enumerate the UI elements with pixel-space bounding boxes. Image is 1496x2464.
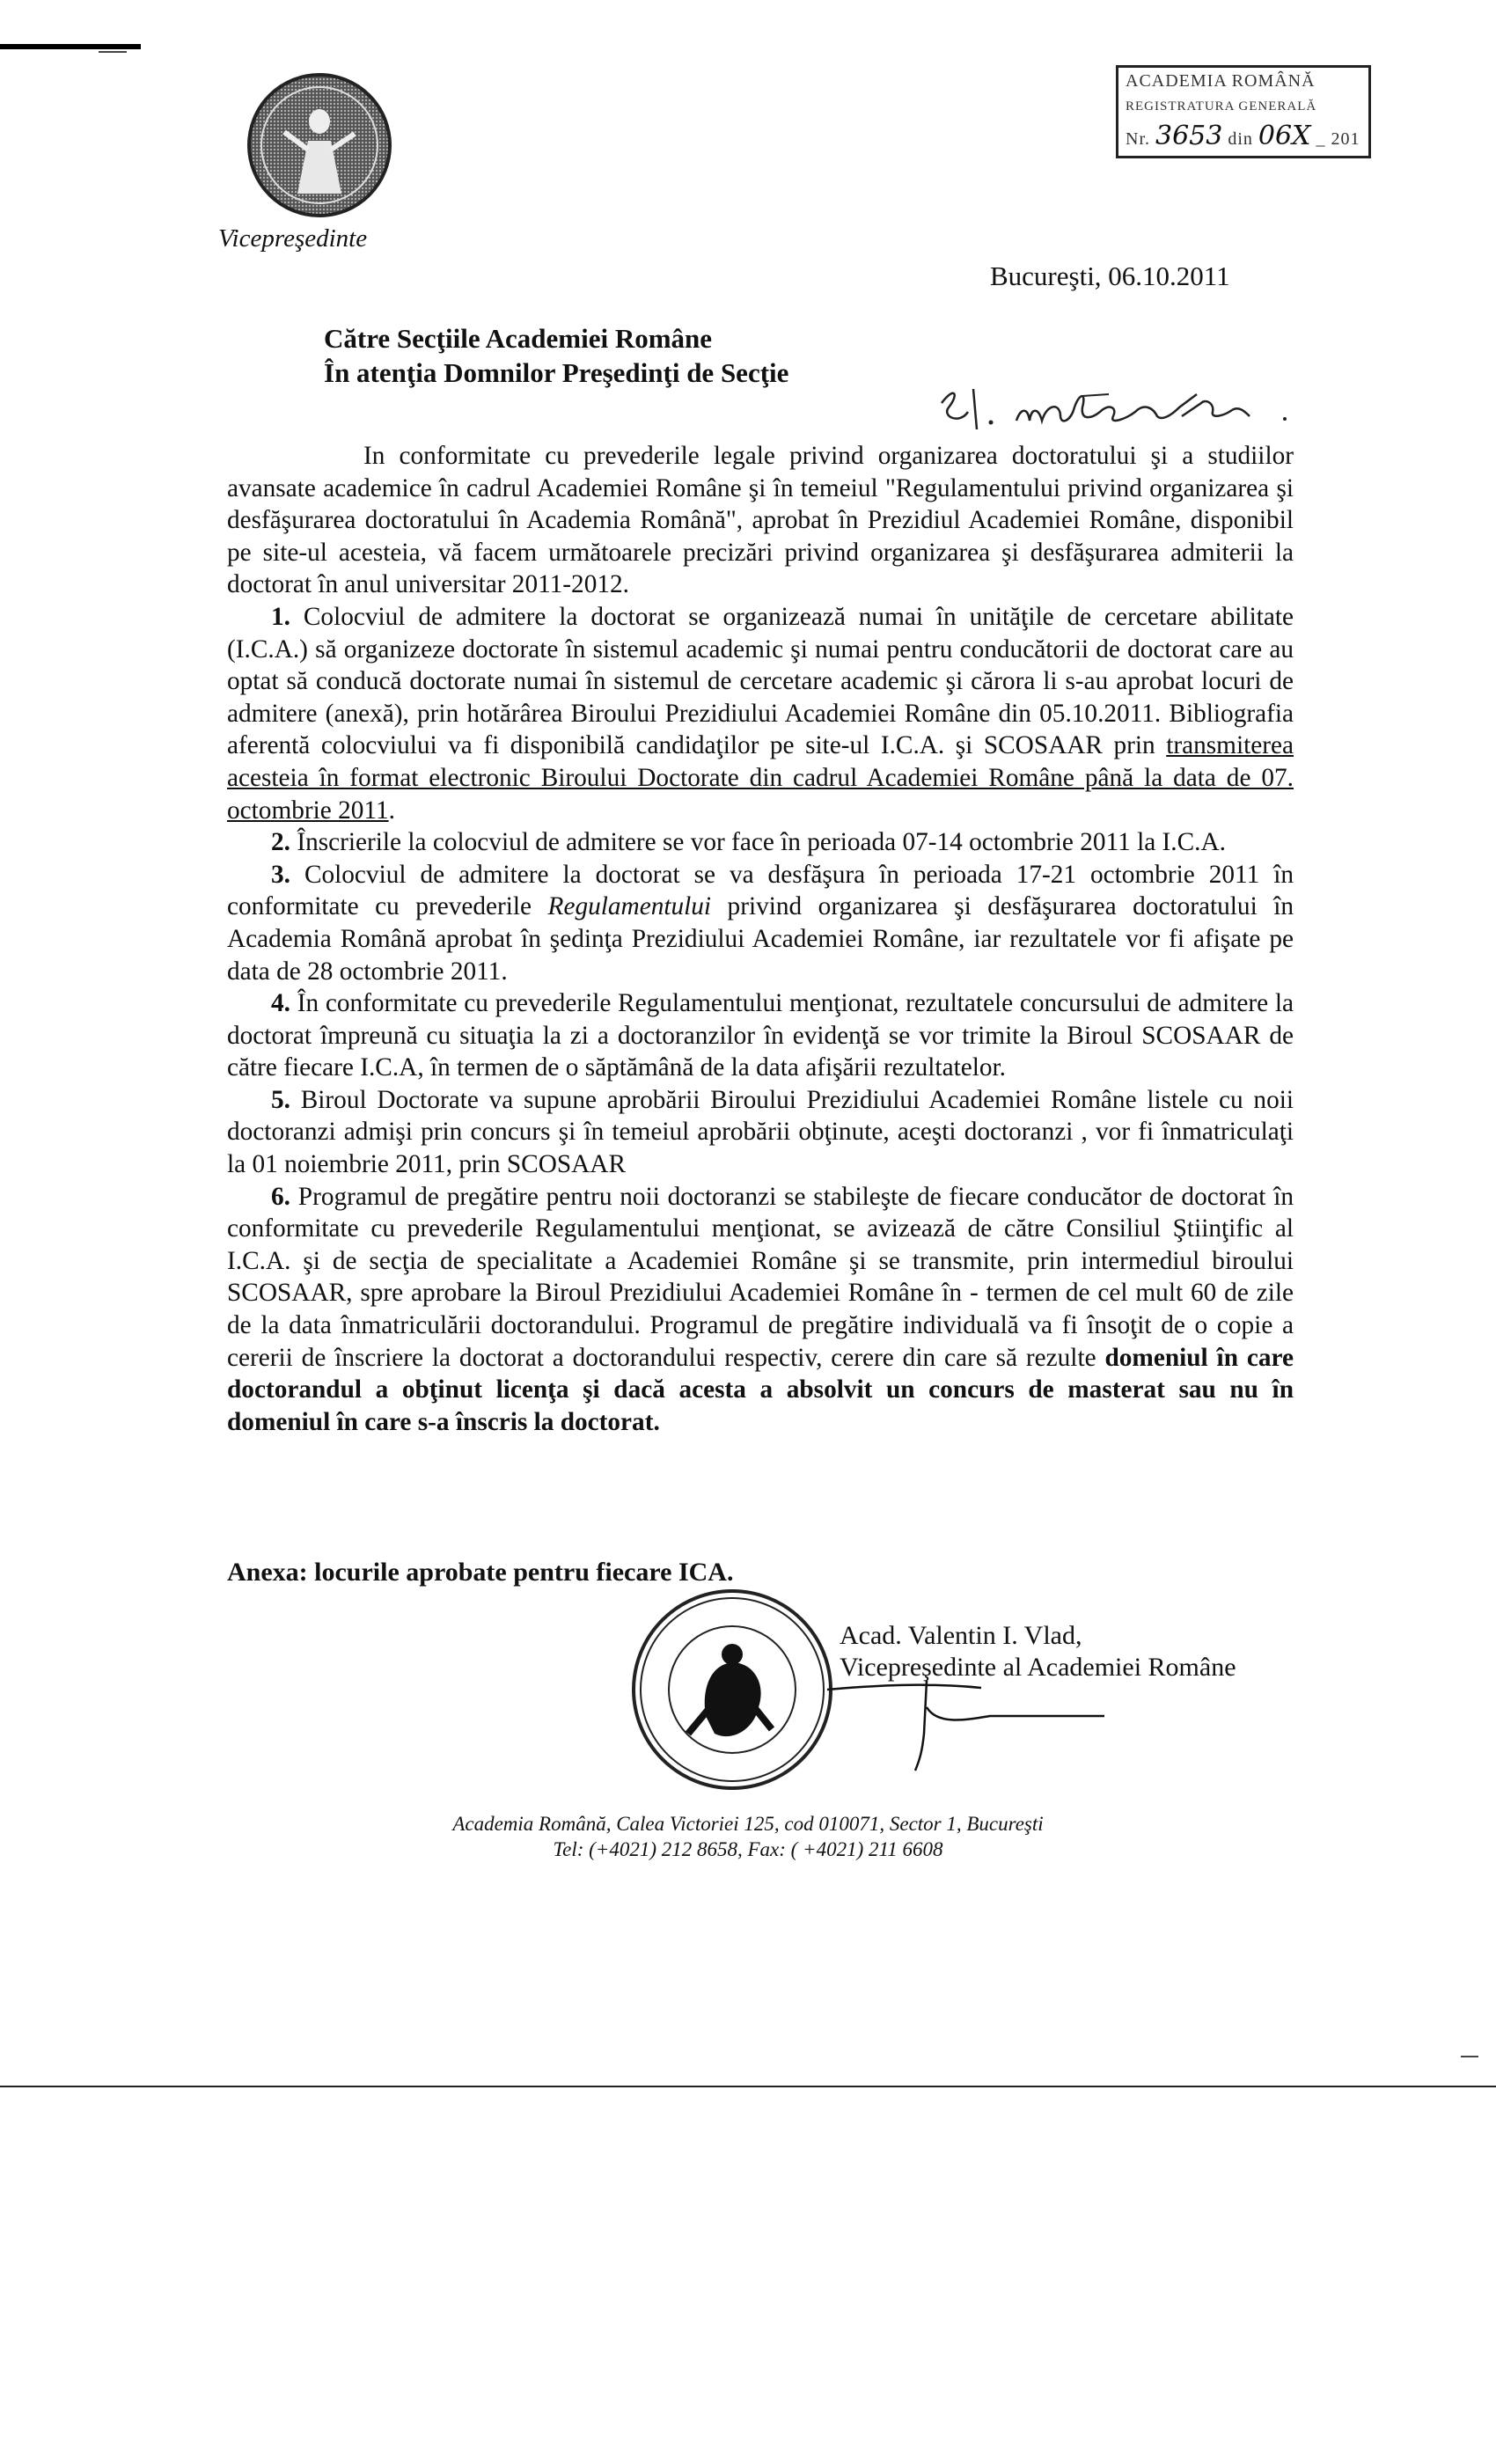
item-text: În conformitate cu prevederile Regulamentului menţionat, rezultatele concursului de admitere la doctorat împreună cu situaţia la zi a doctoranzilor în evidenţă se vor trimite la Biroul SCOSAAR de către fiecare I.C.A, în termen de o săptămână de la data afişării rezultatelor.: [227, 989, 1294, 1082]
stamp-year-value: 201: [1331, 129, 1360, 149]
letter-body: [227, 440, 1294, 1438]
annex-note: Anexa: locurile aprobate pentru fiecare ICA.: [227, 1558, 734, 1587]
item-number: 3.: [271, 860, 290, 889]
addressee-line-2: În atenţia Domnilor Preşedinţi de Secţie: [324, 357, 789, 388]
item-number: 5.: [271, 1085, 290, 1114]
item-3: 3. Colocviul de admitere la doctorat se va desfăşura în perioada 17-21 octombrie 2011 în conformitate cu prevederile Regulamentului privind organizarea şi desfăşurarea doctoratului în Academia Română aprobat în şedinţa Prezidiului Academiei Române, iar rezultatele vor fi afişate pe data de 28 octombrie 2011.: [227, 860, 1294, 986]
item-2: [227, 826, 1294, 859]
item-5: [227, 1084, 1294, 1181]
footer-line-2: Tel: (+4021) 212 8658, Fax: ( +4021) 211 6608: [553, 1838, 943, 1860]
role-caption: Vicepreşedinte: [218, 224, 368, 253]
addressee-block: [324, 321, 788, 390]
item-text: Colocviul de admitere la doctorat se organizează numai în unităţile de cercetare abilitate (I.C.A.) să organizeze doctorate în sistemul academic şi numai pentru conducătorii de doctorat care au optat să conducă doctorate numai în sistemul de cercetare academic şi cărora li s-au aprobat locuri de admitere (anexă), prin hotărârea Biroului Prezidiului Academiei Române din 05.10.2011. Bibliografia aferentă colocviului va fi disponibilă candidaţilor pe site-ul I.C.A. şi SCOSAAR prin: [227, 602, 1294, 760]
item-italic-text: Regulamentului: [547, 892, 712, 921]
item-text: Înscrierile la colocviul de admitere se vor face în perioada 07-14 octombrie 2011 la I.C.A.: [297, 828, 1226, 857]
stamp-date-value: 06X: [1258, 121, 1311, 151]
scan-edge-mark: [1461, 2056, 1478, 2057]
stamp-nr-value: 3653: [1155, 121, 1223, 151]
signatory-title: Vicepreşedinte al Academiei Române: [840, 1653, 1236, 1682]
handwritten-note: [933, 377, 1294, 438]
academy-emblem-icon: [245, 70, 394, 220]
registration-stamp: ACADEMIA ROMÂNĂ REGISTRATURA GENERALĂ Nr. 3653 din 06X _ 201: [1116, 65, 1371, 158]
footer-address: [0, 1811, 1496, 1862]
item-text: Programul de pregătire pentru noii doctoranzi se stabileşte de fiecare conducător de doctorat în conformitate cu prevederile Regulamentului menţionat, se avizează de către Consiliul Ştiinţific al I.C.A. şi de secţia de specialitate a Academiei Române şi se transmite, prin intermediul biroului SCOSAAR, spre aprobare la Biroul Prezidiului Academiei Române în - termen de cel mult 60 de zile de la data înmatriculării doctorandului. Programul de pregătire individuală va fi însoţit de o copie a cererii de înscriere la doctorat a doctorandului respectiv, cerere din care să rezulte: [227, 1182, 1294, 1372]
intro-paragraph: In conformitate cu prevederile legale privind organizarea doctoratului şi a studiilor avansate academice în cadrul Academiei Române şi în temeiul "Regulamentului privind organizarea şi desfăşurarea doctoratului în Academia Română", aprobat în Prezidiul Academiei Române, disponibil pe site-ul acesteia, vă facem următoarele precizări privind organizarea şi desfăşurarea admiterii la doctorat în anul universitar 2011-2012.: [227, 442, 1294, 599]
item-6: [227, 1181, 1294, 1439]
item-text: Biroul Doctorate va supune aprobării Biroului Prezidiului Academiei Române listele cu noii doctoranzi admişi prin concurs şi în temeiul aprobării obţinute, aceşti doctoranzi , vor fi înmatriculaţi la 01 noiembrie 2011, prin SCOSAAR: [227, 1085, 1294, 1179]
addressee-line-1: Către Secţiile Academiei Române: [324, 323, 713, 354]
page-bottom-rule: [0, 2086, 1496, 2087]
item-number: 4.: [271, 989, 290, 1018]
stamp-line-2: REGISTRATURA GENERALĂ: [1126, 99, 1317, 114]
handwritten-signature: [823, 1672, 1113, 1778]
item-4: [227, 987, 1294, 1084]
stamp-line-1: ACADEMIA ROMÂNĂ: [1126, 71, 1316, 91]
item-text: Colocviul de admitere la doctorat se va desfăşura în perioada 17-21 octombrie 2011 în conformitate cu prevederile: [227, 860, 1294, 921]
item-1: 1. Colocviul de admitere la doctorat se organizează numai în unităţile de cercetare abilitate (I.C.A.) să organizeze doctorate în sistemul academic şi numai pentru conducătorii de doctorat care au optat să conducă doctorate numai în sistemul de cercetare academic şi cărora li s-au aprobat locuri de admitere (anexă), prin hotărârea Biroului Prezidiului Academiei Române din 05.10.2011. Bibliografia aferentă colocviului va fi disponibilă candidaţilor pe site-ul I.C.A. şi SCOSAAR prin transmiterea acesteia în format electronic Biroului Doctorate din cadrul Academiei Române până la data de 07. octombrie 2011.: [227, 602, 1294, 825]
stamp-nr-label: Nr.: [1126, 129, 1150, 149]
scan-edge-mark: [99, 51, 127, 53]
date-line: Bucureşti, 06.10.2011: [990, 260, 1230, 291]
item-underlined-text: transmiterea acesteia în format electronic Biroului Doctorate din cadrul Academiei Române până la data de 07. octombrie 2011: [227, 731, 1294, 825]
item-number: 6.: [271, 1182, 290, 1211]
item-number: 2.: [271, 828, 290, 857]
round-seal-stamp: [627, 1584, 838, 1795]
item-bold-text: domeniul în care doctorandul a obţinut licenţa şi dacă acesta a absolvit un concurs de masterat sau nu în domeniul în care s-a înscris la doctorat.: [227, 1343, 1294, 1436]
footer-line-1: Academia Română, Calea Victoriei 125, cod 010071, Sector 1, Bucureşti: [452, 1813, 1044, 1835]
item-number: 1.: [271, 602, 290, 631]
scan-edge-mark: [0, 44, 141, 49]
signatory-name: Acad. Valentin I. Vlad,: [840, 1621, 1082, 1650]
stamp-din-label: din: [1228, 129, 1253, 149]
